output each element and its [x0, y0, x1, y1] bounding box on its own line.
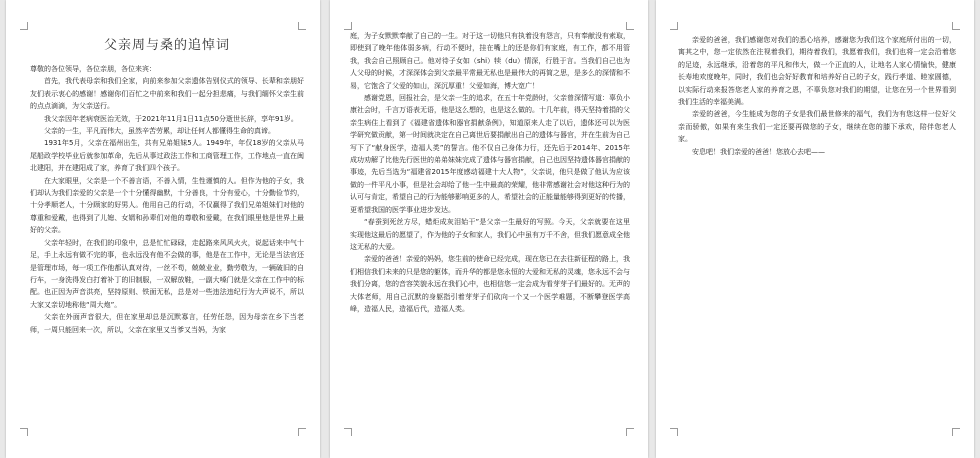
paragraph: “春蚕到死丝方尽，蜡炬成灰泪始干”是父亲一生最好的写照。今天，父亲就要在这里实现他这最后的愿望了，作为他的子女和家人，我们心中虽有万千不舍，但我们愿意成全他这无私的大爱。	[350, 218, 630, 251]
paragraph: 1931年5月，父亲在福州出生，共有兄弟姐妹5人。1949年，年仅18岁的父亲从马尾船政学校毕业后就参加革命，先后从事过政法工作和工商管理工作，工作地点一直在闽北建阳，并在建阳成了家，养育了我们四个孩子。	[30, 139, 304, 173]
paragraph: 亲爱的爸爸，我们感谢您对我们的悉心培养，感谢您为我们这个家庭所付出的一切，寓其之中，您一定依然在注视着我们，期待着我们，我愿着我们，我们也将一定会沿着您的足迹，永远继承，沿着您的平凡和伟大，做一个正直的人，让地名人家心情愉快，健康长寿地欢度晚年，同时，我们也会好好教育和培养好自己的子女，践行孝道、睦家圆德，以实际行动来报答您老人家的养育之恩，不辜负您对我们的期望，让您在另一个世界看到我们生活的幸福美满。	[678, 36, 956, 107]
paragraph: 首先，我代表母亲和我们全家，向前来参加父亲遗体告别仪式的领导、长辈和亲朋好友们表示衷心的感谢！感谢你们百忙之中前来和我们一起分担悲痛，与我们缅怀父亲生前的点点滴滴，为父亲送行。	[30, 77, 304, 111]
paragraph: 父亲年轻时，在我们的印象中，总是忙忙碌碌，走起路来风风火火，说起话来中气十足，手上永远有做不完的事，也永远没有他不会做的事，他是在工作中，无论是当法官还是管理市场，每一项工作他都认真对待，一丝不苟，兢兢业业，勤劳敬为，一辆破旧的自行车，一身洗得发白打着补丁的旧制服，一双解放鞋，一副大嗓门就是父亲在工作中的标配。也正因为声音洪亮，坚持原则、铁面无私，总是对一些违法违纪行为大声说不，所以大家又亲切地称他“周大炮”。	[30, 238, 304, 309]
document-page-2	[330, 0, 648, 458]
page-corner-mark	[20, 428, 28, 436]
document-title: 父亲周与桑的追悼词	[103, 38, 230, 53]
document-page-3	[656, 0, 974, 458]
page-corner-mark	[626, 428, 634, 436]
paragraph: 在大家眼里，父亲是一个不善言语，不善入情，生性谨慎的人。但作为他的子女，我们却认为我们亲爱的父亲是一个十分懂得幽默，十分善良，十分有爱心，十分勤俭节约，十分孝顺老人，十分顾家的好男人。他用自己的行动，不仅赢得了我们兄弟姐妹们对他的尊重和爱戴，也得到了儿媳、女婿和孙辈们对他的尊敬和爱戴，在我们眼里他是世界上最好的父亲。	[30, 176, 304, 235]
paragraph: 亲爱的爸爸！亲爱的妈妈，您生前的使命已经完成，现在您已在去往新征程的路上，我们相信我们未来的只是您的躯体，而升华的都是您永恒的大爱和无私的灵魂，您永远不会与我们分离，您的音容笑貌永远在我们心中，也相信您一定会成为看芽芽子们最好的。无声的大体老师，用自己沉默的身躯指引着芽芽子们砍向一个又一个医学难题，不断攀登医学高峰，造福人民，造福后代，造福人类。	[350, 255, 630, 313]
page-corner-mark	[298, 428, 306, 436]
page-corner-mark	[952, 428, 960, 436]
page-corner-mark	[626, 22, 634, 30]
salutation: 尊敬的各位领导，各位亲朋，各位来宾：	[30, 65, 156, 73]
paragraph: 父亲在外面声音很大，但在家里却总是沉默寡言，任劳任怨，因为母亲在乡下当老师，一周只能回来一次，所以，父亲在家里又当爹又当妈，为家	[30, 313, 304, 334]
paragraph: 庭，为子女默默奉献了自己的一生。对于这一切他只有执着没有怨言，只有奉献没有索取，即使到了晚年他体弱多病，行动不便时，挂在嘴上的还是你们有家庭，有工作，都不用管我，我会自己照顾自己。他对待子女如（shi）犊（du）情深，行胜于言。当我们自己也为人父母的时候，才深深体会到父亲最平常最无私也是最伟大的再简之思，是多么的深情和不易，它饱含了父爱的如山，深沉厚重！父爱如海，博大宽广！	[350, 32, 630, 90]
page-corner-mark	[20, 22, 28, 30]
page-corner-mark	[952, 22, 960, 30]
paragraph: 父亲的一生，平凡而伟大，虽然辛苦劳累，却让任何人都懂得生命的真谛。	[44, 127, 275, 136]
paragraph: 感谢党恩，回报社会，是父亲一生的追求，在五十年党龄时，父亲曾深情写道：辜负小康社会时，千言万语表无语，他是这么想的，也是这么做的。十几年前，得天坚持着捐的父亲生病住上看到了《福建省遗体和器官捐献条例》，知道原来人走了以后，遗体还可以为医学研究做贡献，第一时间就决定在自己离世后要捐献出自己的遗体与器官，并在生前为自己写下了“献身医学，造福人类”的誓言。他不仅自己身体力行，还先后于2014年、2015年成功劝解了比他先行医世的弟弟妹妹完成了遗体与器官捐献，自己也因坚持遗体器官捐献的事迹，先后当选为“福建省2015年度感动福建十大人物”，父亲说，他只是做了他认为应该做的一件平凡小事，但是社会却给了他一生中最高的荣耀，他非常感谢社会对他这种行为的认可与肯定，希望自己的行为能够影响更多的人，希望社会的正能量能够得到更好的传播，更希望我国的医学事业进步发达。	[350, 94, 630, 214]
page-corner-mark	[298, 22, 306, 30]
paragraph: 我父亲因年老病衰医治无效，于2021年11月1日11点50分逝世长辞，享年91岁。	[44, 114, 298, 123]
page-corner-mark	[344, 22, 352, 30]
closing-line: 安息吧！我们亲爱的爸爸！您放心去吧——	[692, 147, 825, 156]
page-corner-mark	[344, 428, 352, 436]
page-corner-mark	[670, 428, 678, 436]
page-corner-mark	[670, 22, 678, 30]
paragraph: 亲爱的爸爸，今生能成为您的子女是我们最世修来的福气，我们为有您这样一位好父亲而骄傲，如果有来生我们一定还要再做您的子女，继续在您的膝下承欢，陪伴您老人家。	[678, 110, 956, 144]
document-page-1	[6, 0, 320, 458]
